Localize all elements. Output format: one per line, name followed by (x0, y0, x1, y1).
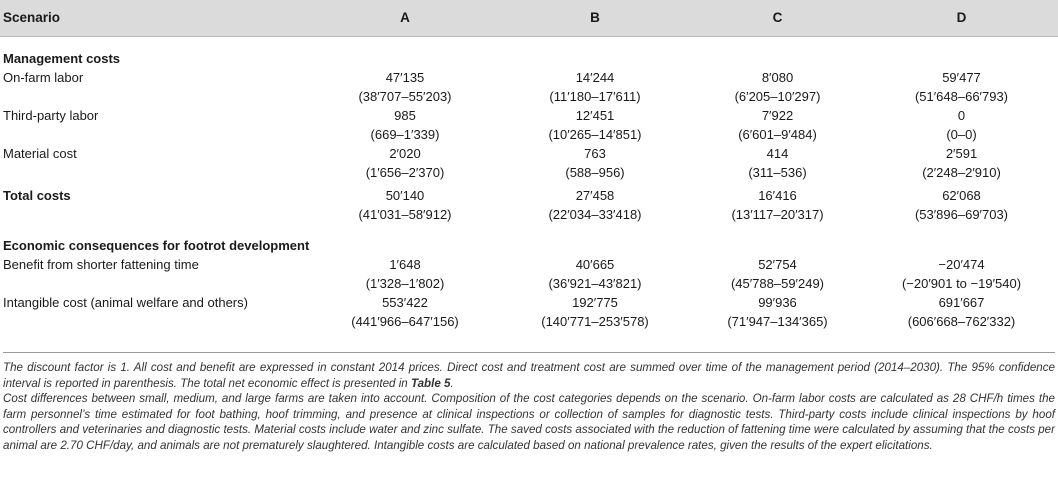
value: 2′020 (389, 145, 421, 161)
ci: (2′248–2′910) (922, 164, 1001, 180)
table-row (0, 255, 1058, 293)
cell-d (865, 293, 1058, 331)
ci: (36′921–43′821) (548, 275, 642, 291)
value: 763 (584, 145, 606, 161)
ci: (22′034–33′418) (548, 206, 642, 222)
cell-d (865, 144, 1058, 182)
value: 40′665 (575, 256, 615, 272)
ci: (140′771–253′578) (541, 313, 649, 329)
section-row (0, 36, 1058, 68)
cell-a (310, 144, 500, 182)
row-label: On-farm labor (3, 69, 84, 85)
cell-b (500, 106, 690, 144)
header-scenario: Scenario (0, 0, 310, 36)
value: 691′667 (938, 294, 985, 310)
value: 8′080 (761, 69, 794, 85)
ci: (53′896–69′703) (914, 206, 1009, 222)
footnote-1-end: . (450, 376, 454, 390)
total-row (0, 182, 1058, 224)
ci: (441′966–647′156) (351, 313, 459, 329)
row-label: Intangible cost (animal welfare and others) (3, 294, 248, 310)
value: 192′775 (572, 294, 618, 310)
table-footnotes (3, 352, 1055, 454)
cell-b (500, 144, 690, 182)
header-d: D (865, 0, 1058, 36)
table-row (0, 106, 1058, 144)
ci: (71′947–134′365) (727, 313, 828, 329)
table-header (0, 0, 1058, 36)
cell-c (690, 68, 865, 106)
value: 52′754 (758, 256, 797, 272)
ci: (38′707–55′203) (358, 88, 452, 104)
cell-d (865, 106, 1058, 144)
ci: (606′668–762′332) (907, 313, 1016, 329)
cell-a (310, 68, 500, 106)
cell-c (690, 182, 865, 224)
cell-d (865, 255, 1058, 293)
value: 985 (394, 107, 416, 123)
section-economic: Economic consequences for footrot development (3, 237, 310, 253)
cell-d (865, 68, 1058, 106)
ci: (0–0) (946, 126, 977, 142)
ci: (669–1′339) (370, 126, 440, 142)
footnote-2: Cost differences between small, medium, and large farms are taken into account. Composition of the cost categories depends on the scenario. On-farm labor costs are calculated as 28 CHF/h times the farm personnel’s time estimated for foot bathing, hoof trimming, and presence at clinical inspections or collection of samples for diagnostic tests. Third-party costs include clinical inspections by hoof controllers and veterinaries and diagnostic tests. Material costs include water and zinc sulfate. The saved costs associated with the reduction of fattening time were calculated by assuming that the costs per animal are 2.70 CHF/day, and animals are not prematurely slaughtered. Intangible costs are calculated based on national prevalence rates, given the results of the expert elicitations. (3, 392, 1055, 452)
row-label: Material cost (3, 145, 77, 161)
cell-a (310, 106, 500, 144)
footnote-1 (3, 360, 1055, 391)
row-label: Benefit from shorter fattening time (3, 256, 199, 272)
ci: (311–536) (748, 164, 807, 180)
cell-a (310, 182, 500, 224)
table-row (0, 68, 1058, 106)
footnote-1-text: The discount factor is 1. All cost and benefit are expressed in constant 2014 prices. Direct cost and treatment cost are summed over time of the management period (2014–2030). The 95% confidence interval is reported in parenthesis. The total net economic effect is presented in (3, 361, 1055, 390)
ci: (1′656–2′370) (365, 164, 445, 180)
value: −20′474 (938, 256, 985, 272)
value: 0 (957, 107, 966, 123)
ci: (13′117–20′317) (731, 206, 824, 222)
cell-c (690, 255, 865, 293)
value: 99′936 (758, 294, 797, 310)
cell-a (310, 255, 500, 293)
header-c: C (690, 0, 865, 36)
cell-b (500, 255, 690, 293)
ci: (−20′901 to −19′540) (901, 275, 1022, 291)
ci: (1′328–1′802) (365, 275, 445, 291)
value: 16′416 (758, 187, 797, 203)
cell-c (690, 106, 865, 144)
value: 7′922 (761, 107, 794, 123)
row-label: Total costs (3, 187, 71, 203)
value: 1′648 (389, 256, 421, 272)
ci: (51′648–66′793) (914, 88, 1009, 104)
value: 553′422 (382, 294, 428, 310)
cell-a (310, 293, 500, 331)
cell-d (865, 182, 1058, 224)
ci: (45′788–59′249) (730, 275, 825, 291)
value: 62′068 (942, 187, 981, 203)
cell-b (500, 68, 690, 106)
value: 2′591 (945, 145, 978, 161)
section-management: Management costs (3, 50, 121, 66)
ci: (10′265–14′851) (548, 126, 642, 142)
header-a: A (310, 0, 500, 36)
value: 27′458 (575, 187, 615, 203)
cell-c (690, 293, 865, 331)
cell-b (500, 182, 690, 224)
table-row (0, 293, 1058, 331)
section-row (0, 224, 1058, 255)
ci: (6′205–10′297) (734, 88, 821, 104)
value: 14′244 (575, 69, 615, 85)
row-label: Third-party labor (3, 107, 99, 123)
cell-c (690, 144, 865, 182)
ci: (6′601–9′484) (738, 126, 817, 142)
ci: (588–956) (565, 164, 625, 180)
table-row (0, 144, 1058, 182)
value: 12′451 (575, 107, 615, 123)
header-b: B (500, 0, 690, 36)
cell-b (500, 293, 690, 331)
value: 47′135 (385, 69, 425, 85)
value: 414 (766, 145, 789, 161)
value: 50′140 (385, 187, 425, 203)
table-5-reference[interactable]: Table 5 (410, 376, 451, 390)
ci: (41′031–58′912) (358, 206, 452, 222)
ci: (11′180–17′611) (549, 88, 641, 104)
value: 59′477 (942, 69, 981, 85)
